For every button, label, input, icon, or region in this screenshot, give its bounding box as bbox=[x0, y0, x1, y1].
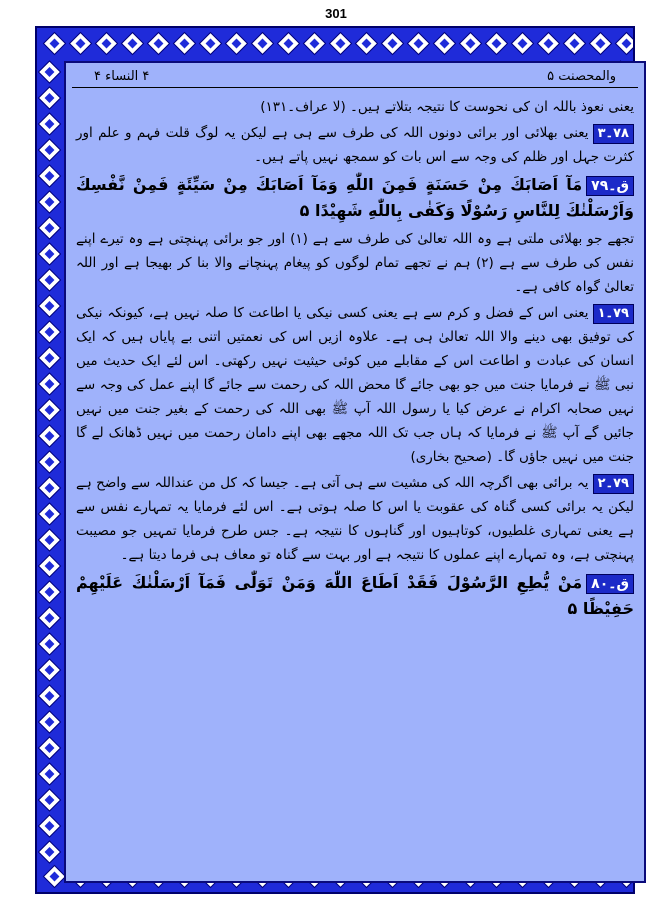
verse-number-badge: ق۔۸۰ bbox=[586, 574, 634, 594]
note-paragraph: یعنی نعوذ باللہ ان کی نحوست کا نتیجہ بتلاتے ہیں۔ (لا عراف۔۱۳۱) bbox=[260, 99, 634, 115]
verse-arabic: ق۔۸۰مَنْ يُّطِعِ الرَّسُوْلَ فَقَدْ اَطَاعَ اللّٰهَ وَمَنْ تَوَلّٰى فَمَآ اَرْسَلْنٰكَ عَلَيْهِمْ حَفِيْظًا ۵ bbox=[76, 573, 634, 618]
note-number-badge: ۷۹۔۱ bbox=[593, 304, 634, 324]
header-para-name: والمحصنت ۵ bbox=[547, 69, 616, 84]
note-number-badge: ۷۸۔۳ bbox=[593, 124, 634, 144]
header-divider bbox=[72, 87, 638, 88]
verse-arabic: ق۔۷۹مَآ اَصَابَكَ مِنْ حَسَنَةٍ فَمِنَ اللّٰهِ وَمَآ اَصَابَكَ مِنْ سَيِّئَةٍ فَمِنْ نَّفْسِكَ وَاَرْسَلْنٰكَ لِلنَّاسِ رَسُوْلًا وَكَفٰى بِاللّٰهِ شَهِيْدًا ۵ bbox=[76, 175, 634, 220]
note-paragraph: ۷۹۔۱یعنی اس کے فضل و کرم سے ہے یعنی کسی نیکی یا اطاعت کا صلہ نہیں ہے، کیونکہ نیکی کی توفیق بھی دینے والا اللہ تعالیٰ ہی ہے۔ علاوہ ازیں اس کی نعمتیں اتنی بے پایاں ہیں کہ ایک انسان کی عبادت و اطاعت اس کے مقابلے میں کوئی حیثیت نہیں رکھتی۔ اس لئے ایک حدیث میں نبی ﷺ نے فرمایا جنت میں جو بھی جائے گا محض اللہ کی رحمت سے جائے گا اپنے عمل کی وجہ سے نہیں صحابہ اکرام نے عرض کیا یا رسول اللہ آپ ﷺ بھی اللہ کی رحمت کے بغیر جنت میں نہیں جائیں گے آپ ﷺ نے فرمایا کہ ہاں جب تک اللہ مجھے بھی اپنے دامان رحمت میں نہیں ڈھانک لے گا جنت میں نہیں جاؤں گا۔ (صحیح بخاری) bbox=[76, 305, 634, 465]
translation-paragraph: تجھے جو بھلائی ملتی ہے وہ اللہ تعالیٰ کی طرف سے ہے (۱) اور جو برائی پہنچتی ہے وہ تیرے اپنے نفس کی طرف سے ہے (۲) ہم نے تجھے تمام لوگوں کو پیغام پہنچانے والا بنا کر بھیجا ہے اور اللہ تعالیٰ گواہ کافی ہے۔ bbox=[76, 231, 634, 295]
page-header bbox=[76, 69, 634, 87]
note-paragraph: ۷۹۔۲یہ برائی بھی اگرچہ اللہ کی مشیت سے ہی آتی ہے۔ جیسا کہ کل من عنداللہ سے واضح ہے لیکن یہ برائی کسی گناہ کی عقوبت یا اس کا صلہ ہوتی ہے۔ اس لئے فرمایا یہ تمہارے نفس سے ہے یعنی تمہاری غلطیوں، کوتاہیوں اور گناہوں کا نتیجہ ہے۔ جس طرح فرمایا تمہیں جو مصیبت پہنچتی ہے، وہ تمہارے اپنے عملوں کا نتیجہ ہے اور بہت سے گناہ تو معاف ہی فرما دیتا ہے۔ bbox=[76, 475, 634, 563]
note-paragraph: ۷۸۔۳یعنی بھلائی اور برائی دونوں اللہ کی طرف سے ہی ہے لیکن یہ لوگ قلت فہم و علم اور کثرت جہل اور ظلم کی وجہ سے اس بات کو سمجھ نہیں پاتے ہیں۔ bbox=[76, 125, 634, 165]
note-number-badge: ۷۹۔۲ bbox=[593, 474, 634, 494]
verse-number-badge: ق۔۷۹ bbox=[586, 176, 634, 196]
header-surah-name: ۴ النساء ۴ bbox=[94, 69, 150, 84]
page-content-area bbox=[64, 61, 646, 883]
page-text bbox=[76, 95, 634, 625]
page-number: 301 bbox=[325, 6, 347, 21]
decorative-border-frame bbox=[35, 26, 635, 894]
